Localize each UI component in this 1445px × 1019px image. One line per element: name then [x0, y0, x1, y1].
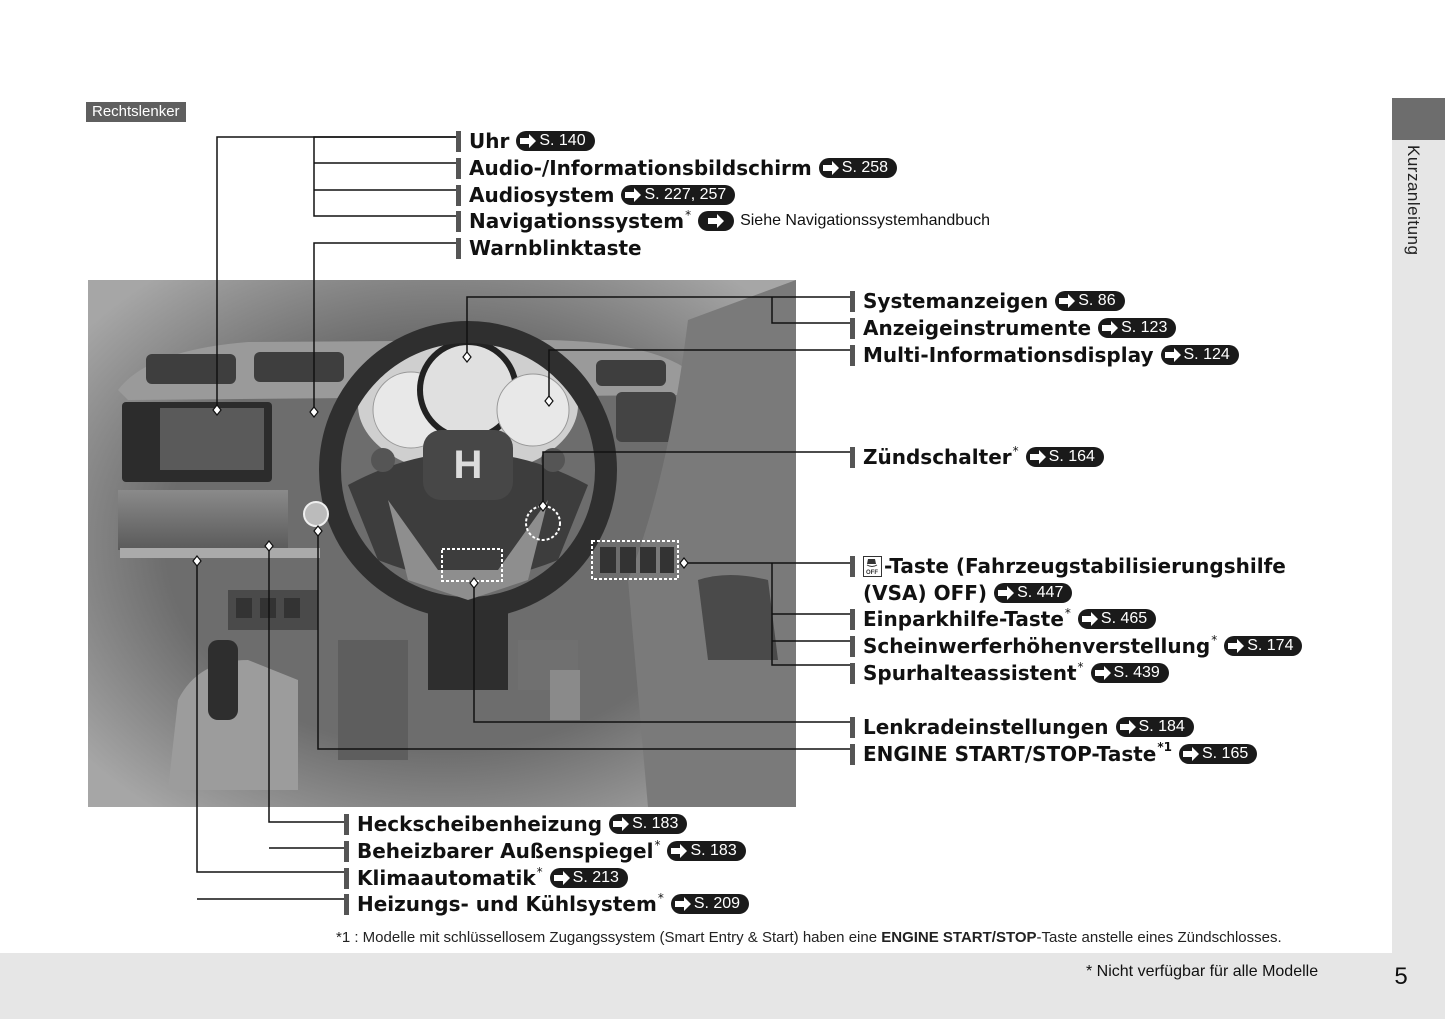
vsa-off-icon	[863, 556, 882, 577]
page-ref-link[interactable]: S. 213	[550, 868, 628, 888]
label-engine-start-stop	[850, 741, 1257, 767]
label-bar	[850, 636, 855, 657]
label-bar	[850, 345, 855, 366]
arrow-right-icon	[1081, 612, 1099, 626]
label-text: Anzeigeinstrumente	[863, 316, 1092, 340]
label-text: (VSA) OFF)	[863, 581, 988, 605]
label-navigationssystem	[456, 208, 990, 234]
label-bar	[850, 609, 855, 630]
page-ref-link[interactable]: S. 258	[819, 158, 897, 178]
label-bar	[850, 447, 855, 468]
arrow-right-icon	[997, 586, 1015, 600]
label-einparkhilfe	[850, 606, 1156, 632]
label-text: Heckscheibenheizung	[357, 812, 603, 836]
label-bar	[456, 238, 461, 259]
label-text: Uhr	[469, 129, 510, 153]
page-ref-link[interactable]: S. 183	[667, 841, 745, 861]
label-bar	[456, 158, 461, 179]
label-systemanzeigen	[850, 288, 1125, 314]
label-text: Audio-/Informationsbildschirm	[469, 156, 812, 180]
arrow-right-icon	[1058, 294, 1076, 308]
label-bar	[344, 868, 349, 889]
page-ref-link[interactable]: S. 184	[1116, 717, 1194, 737]
page-ref-link[interactable]	[698, 211, 734, 231]
arrow-right-icon	[553, 871, 571, 885]
arrow-right-icon	[1029, 450, 1047, 464]
label-spurhalteassistent	[850, 660, 1169, 686]
page-ref-link[interactable]: S. 227, 257	[621, 185, 735, 205]
label-text: -Taste (Fahrzeugstabilisierungshilfe	[884, 554, 1286, 578]
label-text: Heizungs- und Kühlsystem	[357, 892, 657, 916]
page-ref-link[interactable]: S. 439	[1091, 663, 1169, 683]
arrow-right-icon	[1227, 639, 1245, 653]
page-ref-link[interactable]: S. 123	[1098, 318, 1176, 338]
page-ref-link[interactable]: S. 124	[1161, 345, 1239, 365]
label-text: Einparkhilfe-Taste	[863, 607, 1064, 631]
arrow-right-icon	[1119, 720, 1137, 734]
label-bar	[850, 291, 855, 312]
label-warnblinktaste	[456, 235, 642, 261]
availability-star: *	[657, 891, 664, 905]
arrow-right-icon	[1094, 666, 1112, 680]
label-klimaautomatik	[344, 865, 628, 891]
arrow-right-icon	[624, 188, 642, 202]
availability-star: *	[1211, 633, 1218, 647]
availability-star: *	[685, 208, 692, 222]
page-ref-link[interactable]: S. 183	[609, 814, 687, 834]
label-vsa-taste	[850, 553, 1286, 579]
label-text: ENGINE START/STOP-Taste	[863, 742, 1157, 766]
label-vsa-off	[863, 580, 1072, 606]
footnote-marker: *1	[1157, 740, 1172, 754]
label-text: Navigationssystem	[469, 209, 685, 233]
label-bar	[456, 185, 461, 206]
arrow-right-icon	[670, 844, 688, 858]
label-heizungs-kuehlsystem	[344, 891, 749, 917]
label-bar	[344, 814, 349, 835]
arrow-right-icon	[519, 134, 537, 148]
arrow-right-icon	[674, 897, 692, 911]
label-bar	[850, 318, 855, 339]
page-ref-link[interactable]: S. 86	[1055, 291, 1124, 311]
availability-star: *	[654, 838, 661, 852]
arrow-right-icon	[707, 214, 725, 228]
page-ref-link[interactable]: S. 447	[994, 583, 1072, 603]
label-text: Multi-Informationsdisplay	[863, 343, 1154, 367]
availability-note: * Nicht verfügbar für alle Modelle	[1086, 963, 1319, 980]
section-label: Kurzanleitung	[1404, 145, 1423, 256]
label-text: Scheinwerferhöhenverstellung	[863, 634, 1211, 658]
label-bar	[850, 556, 855, 577]
label-bar	[850, 744, 855, 765]
label-bar	[456, 211, 461, 232]
label-anzeigeinstrumente	[850, 315, 1176, 341]
page-ref-link[interactable]: S. 164	[1026, 447, 1104, 467]
label-lenkradeinstellungen	[850, 714, 1194, 740]
page-number: 5	[1394, 963, 1408, 990]
label-multi-informationsdisplay	[850, 342, 1239, 368]
label-text: Spurhalteassistent	[863, 661, 1077, 685]
availability-star: *	[536, 865, 543, 879]
arrow-right-icon	[1101, 321, 1119, 335]
availability-star: *	[1064, 606, 1071, 620]
label-bar	[850, 663, 855, 684]
arrow-right-icon	[1164, 348, 1182, 362]
label-beheizbarer-aussenspiegel	[344, 838, 746, 864]
label-bar	[344, 894, 349, 915]
label-bar	[456, 131, 461, 152]
page-ref-link[interactable]: S. 465	[1078, 609, 1156, 629]
label-text: Klimaautomatik	[357, 866, 536, 890]
label-heckscheibenheizung	[344, 811, 687, 837]
page-ref-link[interactable]: S. 209	[671, 894, 749, 914]
label-text: Zündschalter	[863, 445, 1012, 469]
navigation-manual-note: Siehe Navigationssystemhandbuch	[740, 212, 990, 229]
page-ref-link[interactable]: S. 165	[1179, 744, 1257, 764]
label-audiosystem	[456, 182, 735, 208]
label-bar	[344, 841, 349, 862]
label-text: Audiosystem	[469, 183, 615, 207]
label-text: Lenkradeinstellungen	[863, 715, 1109, 739]
label-text: Systemanzeigen	[863, 289, 1049, 313]
availability-star: *	[1077, 660, 1084, 674]
availability-star: *	[1012, 444, 1019, 458]
label-uhr	[456, 128, 595, 154]
label-scheinwerferhoehenverstellung	[850, 633, 1302, 659]
arrow-right-icon	[1182, 747, 1200, 761]
drive-side-tag: Rechtslenker	[86, 102, 186, 122]
arrow-right-icon	[822, 161, 840, 175]
footnote-smart-entry: *1 : Modelle mit schlüssellosem Zugangssystem (Smart Entry & Start) haben eine ENGINE START/STOP-Taste anstelle eines Zündschlosses.	[336, 929, 1282, 946]
honda-logo-icon: H	[453, 443, 483, 487]
page-ref-link[interactable]: S. 174	[1224, 636, 1302, 656]
label-bar	[850, 717, 855, 738]
page-ref-link[interactable]: S. 140	[516, 131, 594, 151]
arrow-right-icon	[612, 817, 630, 831]
label-audio-info-screen	[456, 155, 897, 181]
label-zuendschalter	[850, 444, 1104, 470]
svg-text:OFF: OFF	[866, 569, 878, 575]
label-text: Beheizbarer Außenspiegel	[357, 839, 654, 863]
label-text: Warnblinktaste	[469, 236, 642, 260]
